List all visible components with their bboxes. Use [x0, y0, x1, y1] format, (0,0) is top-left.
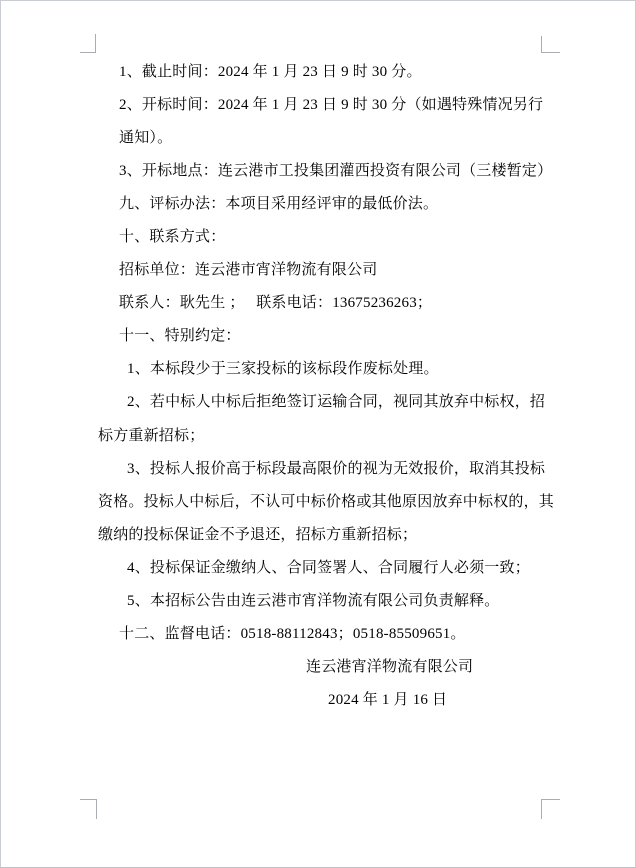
text-line-term-1: 1、本标段少于三家投标的该标段作废标处理。	[127, 361, 439, 378]
text-line-contact-person: 联系人：耿先生 ； 联系电话：13675236263；	[119, 295, 433, 312]
text-line-contact-heading: 十、联系方式：	[119, 228, 226, 245]
margin-crop-mark-bottom-right	[541, 799, 560, 819]
margin-crop-mark-top-right	[541, 36, 560, 53]
text-line-tender-unit: 招标单位：连云港市宵洋物流有限公司	[119, 262, 378, 279]
text-line-term-3-cont-1: 资格。投标人中标后，不认可中标价格或其他原因放弃中标权的，其	[98, 493, 555, 510]
text-line-bid-opening-time: 2、开标时间：2024 年 1 月 23 日 9 时 30 分（如遇特殊情况另行	[119, 96, 544, 113]
text-line-special-terms-heading: 十一、特别约定：	[119, 328, 241, 345]
text-line-term-5: 5、本招标公告由连云港市宵洋物流有限公司负责解释。	[127, 593, 500, 609]
text-line-company-signature: 连云港宵洋物流有限公司	[306, 659, 474, 676]
text-line-term-2-cont: 标方重新招标；	[98, 427, 205, 444]
text-line-evaluation-method: 九、评标办法：本项目采用经评审的最低价法。	[119, 195, 439, 212]
text-line-supervision-phone: 十二、监督电话：0518-88112843；0518-85509651。	[119, 626, 466, 643]
text-line-term-2: 2、若中标人中标后拒绝签订运输合同，视同其放弃中标权，招	[127, 394, 546, 411]
margin-crop-mark-top-left	[80, 34, 96, 53]
text-line-bid-opening-place: 3、开标地点：连云港市工投集团灌西投资有限公司（三楼暂定）	[119, 162, 553, 179]
text-line-term-4: 4、投标保证金缴纳人、合同签署人、合同履行人必须一致；	[127, 559, 530, 576]
text-line-document-date: 2024 年 1 月 16 日	[328, 692, 448, 709]
text-line-term-3-cont-2: 缴纳的投标保证金不予退还，招标方重新招标；	[98, 526, 418, 543]
text-line-term-3: 3、投标人报价高于标段最高限价的视为无效报价，取消其投标	[127, 460, 546, 477]
margin-crop-mark-bottom-left	[80, 799, 97, 819]
text-line-bid-opening-time-2: 通知）。	[119, 129, 173, 146]
document-text	[1, 56, 635, 718]
text-line-deadline-time: 1、截止时间：2024 年 1 月 23 日 9 时 30 分。	[119, 63, 422, 80]
